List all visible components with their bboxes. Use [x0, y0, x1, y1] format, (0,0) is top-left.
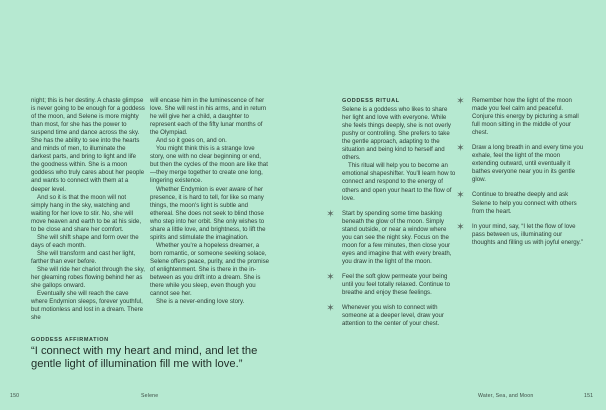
step-text: Draw a long breath in and every time you exhale, feel the light of the moon extending outward, until eventually it bathes everyone near you in its gentle glow. — [472, 144, 584, 184]
ritual-step — [326, 303, 456, 328]
step-text: Remember how the light of the moon made you feel calm and peaceful. Conjure this energy by picturing a small full moon sitting in the middle of your chest. — [472, 97, 579, 137]
step-text: In your mind, say, “I let the flow of love pass between us, illuminating our thoughts and filling us with joyful energy.” — [472, 222, 583, 246]
left-column-2 — [150, 97, 270, 306]
ritual-label: GODDESS RITUAL — [342, 98, 400, 104]
sparkle-star-icon: ✶ — [326, 271, 335, 283]
running-head-left: Selene — [141, 393, 159, 399]
paragraph: And so it goes on, and on. — [156, 137, 227, 145]
page-number-right: 151 — [584, 393, 594, 399]
ritual-step — [326, 208, 456, 266]
paragraph: Selene is a goddess who likes to share her light and love with everyone. While she feels things deeply, she is not overly pushy or controlling. She prefers to take the gentle approach, adapting to the situation and being kind to herself and others. — [342, 106, 451, 162]
ritual-step — [456, 190, 584, 215]
paragraph: Whether Endymion is ever aware of her presence, it is hard to tell, for like so many things, the moon's light is subtle and ethereal. She does not seek to blind those who step into her orbit. She only wishes to share a little love, and brightness, to lift the spirits and stimulate the imagination. — [150, 185, 266, 241]
paragraph: Eventually she will reach the cave where Endymion sleeps, forever youthful, but motionless and lost in a dream. There she — [31, 290, 144, 322]
right-column-1 — [326, 97, 456, 328]
step-text: Feel the soft glow permeate your being until you feel totally relaxed. Continue to breathe and enjoy these feelings. — [342, 272, 451, 297]
sparkle-star-icon: ✶ — [456, 96, 465, 107]
sparkle-star-icon: ✶ — [456, 143, 465, 155]
paragraph: She will ride her chariot through the sky, her gleaming robes flowing behind her as she gallops onward. — [31, 265, 145, 290]
paragraph: And so it is that the moon will not simply hang in the sky, watching and waiting for her love to stir. No, she will move heaven and earth to be at his side, to be close and share her comfort. — [31, 193, 142, 233]
paragraph: This ritual will help you to become an emotional shapeshifter. You'll learn how to connect and respond to the energy of others and open your heart to the flow of love. — [342, 162, 456, 202]
paragraph: She will transform and cast her light, farther than ever before. — [31, 249, 136, 265]
ritual-step — [456, 96, 584, 137]
affirmation-label: GODDESS AFFIRMATION — [31, 337, 109, 343]
sparkle-star-icon: ✶ — [456, 190, 465, 202]
ritual-step — [456, 221, 584, 247]
paragraph: night; this is her destiny. A chaste glimpse is never going to be enough for a goddess of the moon, and Selene is more mighty than most, for she has the power to suspend time and dance across the sky. She has the ability to see into the hearts and minds of men, to illuminate the darkest parts, and bring to light and life the goodness within. She is a moon goddess who truly cares about her people and wants to connect with them at a deeper level. — [31, 97, 145, 193]
running-head-right: Water, Sea, and Moon — [478, 393, 534, 399]
paragraph: You might think this is a strange love story, one with no clear beginning or end, but then the cycles of the moon are like that—they merge together to create one long, lingering existence. — [150, 145, 268, 185]
step-text: Continue to breathe deeply and ask Selene to help you connect with others from the heart. — [472, 191, 577, 215]
paragraph: Whether you're a hopeless dreamer, a born romantic, or someone seeking solace, Selene offers peace, purity, and the promise of enlightenment. She is there in the in-between as you drift into a dream. She is there while you sleep, even though you cannot see her. — [150, 241, 270, 298]
step-text: Start by spending some time basking beneath the glow of the moon. Simply stand outside, or near a window where you can see the night sky. Focus on the moon for a few minutes, then close your eyes and imagine that with every breath, you draw in the light of the moon. — [342, 209, 452, 265]
paragraph: She will shift shape and form over the days of each month. — [31, 233, 139, 249]
right-column-2 — [456, 96, 584, 247]
paragraph: She is a never-ending love story. — [156, 298, 245, 306]
sparkle-star-icon: ✶ — [326, 208, 335, 220]
sparkle-star-icon: ✶ — [326, 303, 335, 315]
affirmation-quote: “I connect with my heart and mind, and let the gentle light of illumination fill me with love.” — [31, 345, 258, 371]
ritual-step — [326, 271, 456, 297]
paragraph: will encase him in the luminescence of her love. She will rest in his arms, and in return he will give her a child, a daughter to represent each of the fifty lunar months of the Olympiad. — [150, 97, 267, 137]
left-column-1 — [31, 97, 145, 322]
sparkle-star-icon: ✶ — [456, 221, 465, 233]
step-text: Whenever you wish to connect with someone at a deeper level, draw your attention to the center of your chest. — [342, 304, 444, 328]
page-number-left: 150 — [10, 393, 20, 399]
ritual-step — [456, 143, 584, 184]
